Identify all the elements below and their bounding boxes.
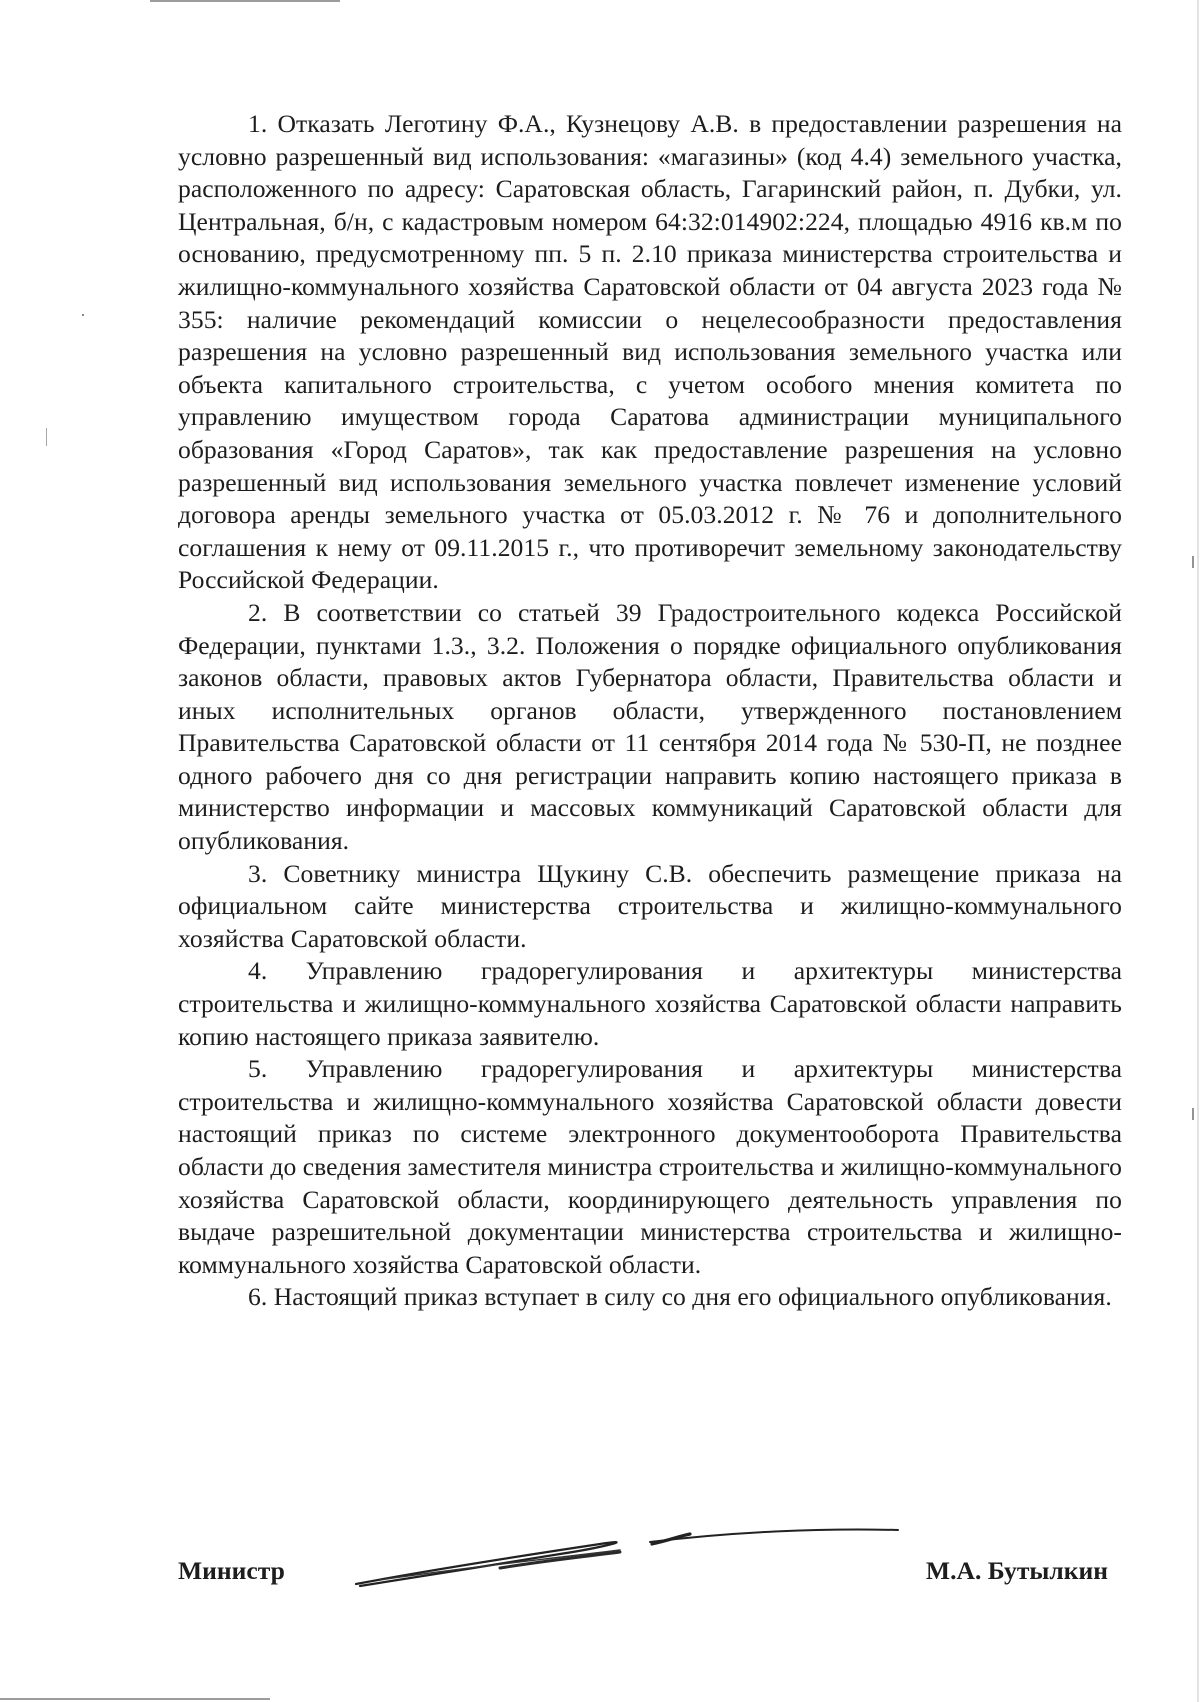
paragraph-3: 3. Советнику министра Щукину С.В. обеспечить размещение приказа на официальном сайте министерства строительства и жилищно-коммунального хозяйства Саратовской области.: [178, 858, 1122, 953]
scan-artifact-right-2: [1192, 1108, 1194, 1120]
paragraph-5: 5. Управлению градорегулирования и архитектуры министерства строительства и жилищно-коммунального хозяйства Саратовской области довести настоящий приказ по системе электронного документооборота Правительства области до сведения заместителя министра строительства и жилищно-коммунального хозяйства Саратовской области, координирующего деятельность управления по выдаче разрешительной документации министерства строительства и жилищно-коммунального хозяйства Саратовской области.: [178, 1054, 1122, 1279]
signatory-name: М.А. Бутылкин: [925, 1556, 1108, 1585]
signatory-title: Министр: [178, 1556, 285, 1585]
signature-block: [178, 1556, 1108, 1596]
paragraph-4: 4. Управлению градорегулирования и архитектуры министерства строительства и жилищно-коммунального хозяйства Саратовской области направить копию настоящего приказа заявителю.: [178, 956, 1122, 1051]
scan-artifact-top: [150, 0, 340, 2]
paragraph-2: 2. В соответствии со статьей 39 Градостроительного кодекса Российской Федерации, пунктами 1.3., 3.2. Положения о порядке официального опубликования законов области, правовых актов Губернатора области, Правительства области и иных исполнительных органов области, утвержденного постановлением Правительства Саратовской области от 11 сентября 2014 года № 530-П, не позднее одного рабочего дня со дня регистрации направить копию настоящего приказа в министерство информации и массовых коммуникаций Саратовской области для опубликования.: [178, 597, 1122, 856]
scan-artifact-right-1: [1192, 556, 1194, 568]
document-body: [178, 108, 1122, 1314]
scan-artifact-left-dash: [46, 428, 47, 446]
scan-artifact-right-edge: [1197, 0, 1199, 1702]
scan-artifact-bottom: [0, 1698, 270, 1700]
scan-artifact-left-dot: [82, 314, 84, 316]
paragraph-1: 1. Отказать Леготину Ф.А., Кузнецову А.В. в предоставлении разрешения на условно разрешенный вид использования: «магазины» (код 4.4) земельного участка, расположенного по адресу: Саратовская область, Гагаринский район, п. Дубки, ул. Центральная, б/н, с кадастровым номером 64:32:014902:224, площадью 4916 кв.м по основанию, предусмотренному пп. 5 п. 2.10 приказа министерства строительства и жилищно-коммунального хозяйства Саратовской области от 04 августа 2023 года № 355: наличие рекомендаций комиссии о нецелесообразности предоставления разрешения на условно разрешенный вид использования земельного участка или объекта капитального строительства, с учетом особого мнения комитета по управлению имуществом города Саратова администрации муниципального образования «Город Саратов», так как предоставление разрешения на условно разрешенный вид использования земельного участка повлечет изменение условий договора аренды земельного участка от 05.03.2012 г. № 76 и дополнительного соглашения к нему от 09.11.2015 г., что противоречит земельному законодательству Российской Федерации.: [178, 109, 1122, 595]
paragraph-6: 6. Настоящий приказ вступает в силу со дня его официального опубликования.: [248, 1282, 1112, 1312]
